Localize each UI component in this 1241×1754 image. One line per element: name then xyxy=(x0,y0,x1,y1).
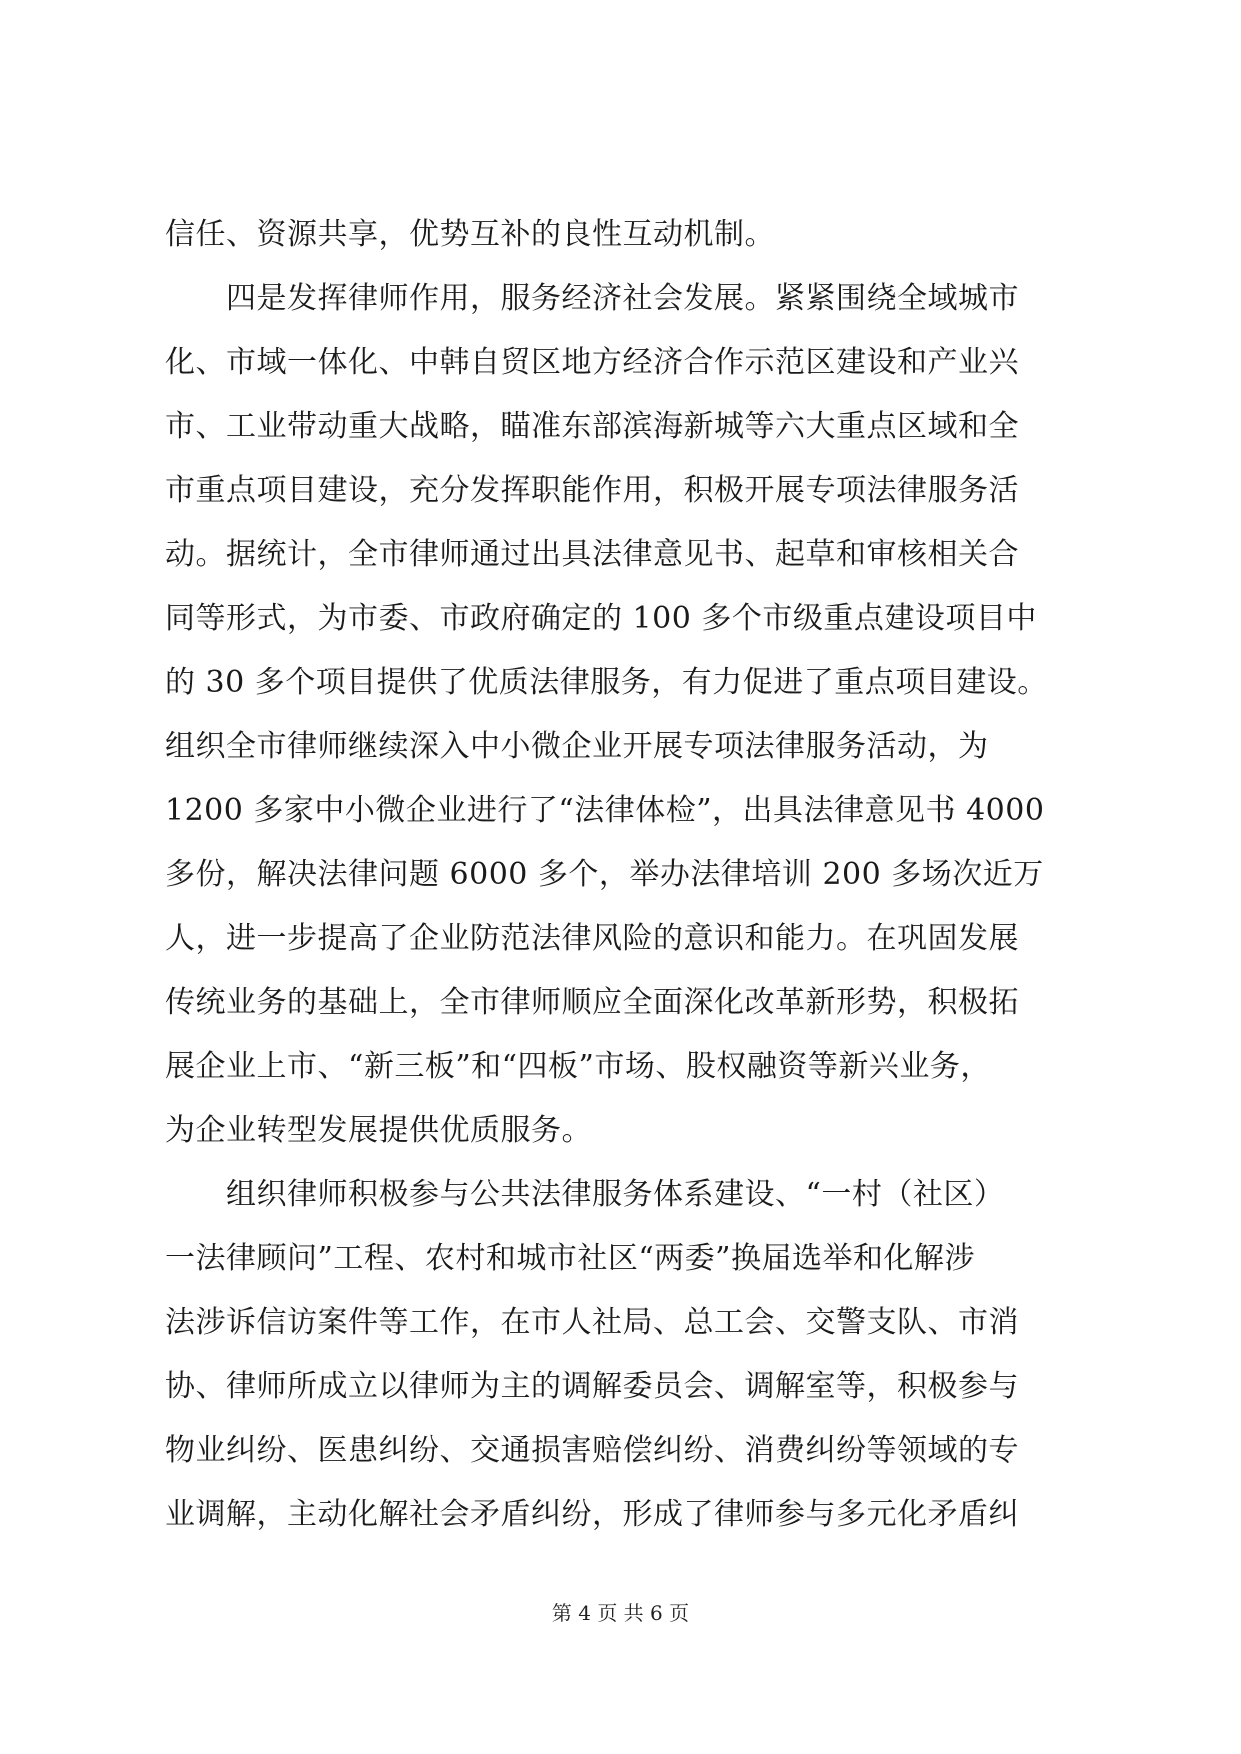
text-line: 业调解，主动化解社会矛盾纠纷，形成了律师参与多元化矛盾纠 xyxy=(165,1497,1019,1532)
text-line: 传统业务的基础上，全市律师顺应全面深化改革新形势，积极拓 xyxy=(165,985,1019,1020)
text-line: 组织全市律师继续深入中小微企业开展专项法律服务活动，为 xyxy=(165,729,989,764)
text-line: 法涉诉信访案件等工作，在市人社局、总工会、交警支队、市消 xyxy=(165,1305,1019,1340)
body-text xyxy=(165,203,1085,1547)
text-line: 信任、资源共享，优势互补的良性互动机制。 xyxy=(165,217,775,252)
text-line: 同等形式，为市委、市政府确定的 100 多个市级重点建设项目中 xyxy=(165,601,1037,636)
text-line: 1200 多家中小微企业进行了“法律体检”，出具法律意见书 4000 xyxy=(165,793,1045,828)
page-footer xyxy=(0,1598,1241,1628)
text-line: 为企业转型发展提供优质服务。 xyxy=(165,1113,592,1148)
text-line: 四是发挥律师作用，服务经济社会发展。紧紧围绕全域城市 xyxy=(165,281,1019,316)
text-line: 的 30 多个项目提供了优质法律服务，有力促进了重点项目建设。 xyxy=(165,665,1048,700)
text-line: 市重点项目建设，充分发挥职能作用，积极开展专项法律服务活 xyxy=(165,473,1019,508)
text-line: 市、工业带动重大战略，瞄准东部滨海新城等六大重点区域和全 xyxy=(165,409,1019,444)
text-line: 物业纠纷、医患纠纷、交通损害赔偿纠纷、消费纠纷等领域的专 xyxy=(165,1433,1019,1468)
text-line: 人，进一步提高了企业防范法律风险的意识和能力。在巩固发展 xyxy=(165,921,1019,956)
text-line: 展企业上市、“新三板”和“四板”市场、股权融资等新兴业务， xyxy=(165,1049,991,1084)
page-number-label: 第 4 页 共 6 页 xyxy=(551,1601,690,1625)
text-line: 组织律师积极参与公共法律服务体系建设、“一村（社区） xyxy=(165,1177,1005,1212)
text-line: 一法律顾问”工程、农村和城市社区“两委”换届选举和化解涉 xyxy=(165,1241,976,1276)
text-line: 协、律师所成立以律师为主的调解委员会、调解室等，积极参与 xyxy=(165,1369,1019,1404)
text-line: 多份，解决法律问题 6000 多个，举办法律培训 200 多场次近万 xyxy=(165,857,1044,892)
text-line: 化、市域一体化、中韩自贸区地方经济合作示范区建设和产业兴 xyxy=(165,345,1019,380)
text-line: 动。据统计，全市律师通过出具法律意见书、起草和审核相关合 xyxy=(165,537,1019,572)
